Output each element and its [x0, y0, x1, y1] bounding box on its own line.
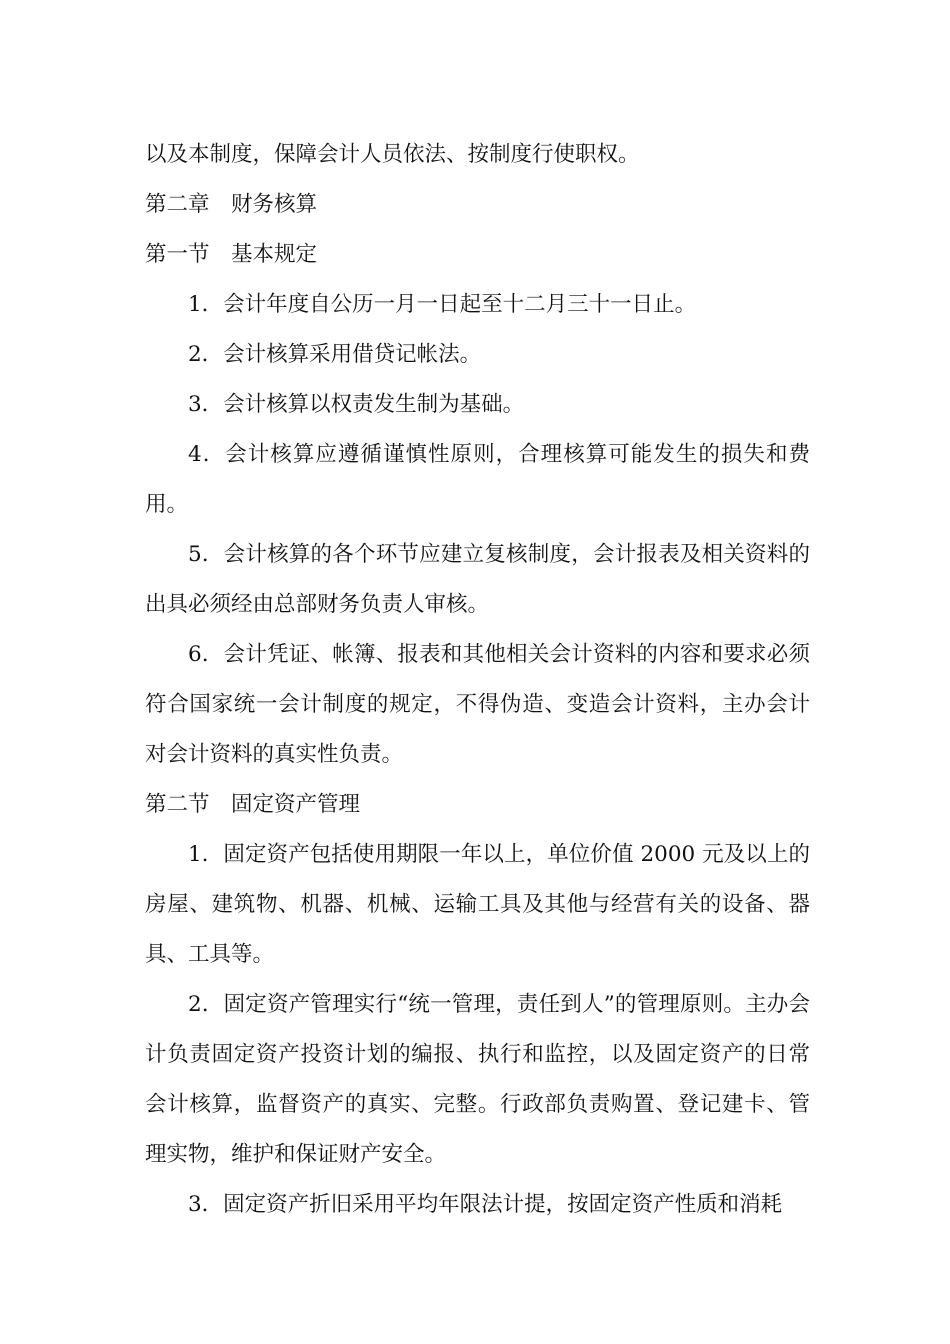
section-heading-basic-rules: 第一节 基本规定	[145, 242, 318, 267]
chapter-heading: 第二章 财务核算	[145, 192, 318, 217]
list-item: 1．会计年度自公历一月一日起至十二月三十一日止。	[188, 292, 697, 317]
paragraph-continuation: 以及本制度，保障会计人员依法、按制度行使职权。	[145, 142, 640, 167]
list-item: 2．固定资产管理实行“统一管理，责任到人”的管理原则。主办会计负责固定资产投资计划的编报、执行和监控，以及固定资产的日常会计核算，监督资产的真实、完整。行政部负责购置、登记建卡、管理实物，维护和保证财产安全。	[145, 992, 810, 1167]
list-item: 6．会计凭证、帐簿、报表和其他相关会计资料的内容和要求必须符合国家统一会计制度的规定，不得伪造、变造会计资料，主办会计对会计资料的真实性负责。	[145, 642, 810, 767]
section-heading-fixed-assets: 第二节 固定资产管理	[145, 792, 361, 817]
list-item: 4．会计核算应遵循谨慎性原则，合理核算可能发生的损失和费用。	[145, 442, 810, 517]
list-item: 3．固定资产折旧采用平均年限法计提，按固定资产性质和消耗	[188, 1192, 783, 1217]
list-item: 5．会计核算的各个环节应建立复核制度，会计报表及相关资料的出具必须经由总部财务负责人审核。	[145, 542, 810, 617]
list-item: 2．会计核算采用借贷记帐法。	[188, 342, 482, 367]
list-item: 1．固定资产包括使用期限一年以上，单位价值 2000 元及以上的房屋、建筑物、机器、机械、运输工具及其他与经营有关的设备、器具、工具等。	[145, 842, 810, 967]
document-body	[145, 130, 810, 1230]
list-item: 3．会计核算以权责发生制为基础。	[188, 392, 525, 417]
